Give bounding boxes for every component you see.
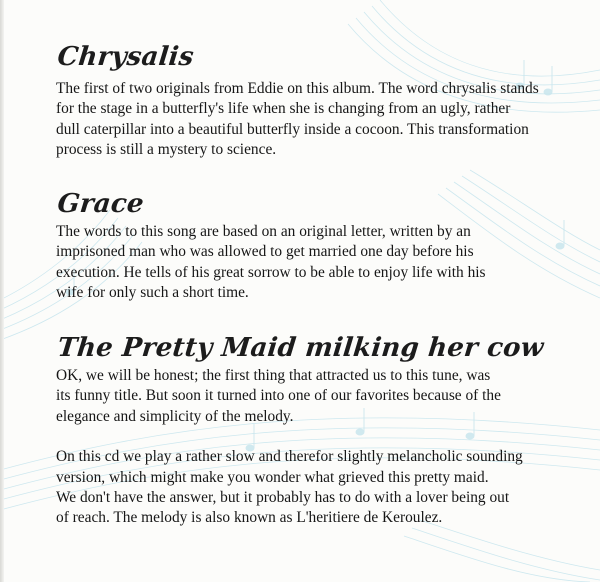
text-line: imprisoned man who was allowed to get married one day before his <box>56 243 474 261</box>
section-paragraph <box>56 222 592 304</box>
text-line: On this cd we play a rather slow and therefor slightly melancholic sounding <box>56 448 523 466</box>
section-paragraph <box>56 366 592 427</box>
text-line: The first of two originals from Eddie on this album. The word chrysalis stands <box>56 80 539 97</box>
page-edge <box>0 0 4 582</box>
section-pretty-maid <box>56 333 592 529</box>
section-heading: Chrysalis <box>56 42 196 72</box>
text-line: The words to this song are based on an original letter, written by an <box>56 223 471 240</box>
text-line: for the stage in a butterfly's life when she is changing from an ugly, rather <box>56 100 511 118</box>
section-paragraph <box>56 447 592 529</box>
text-line: OK, we will be honest; the first thing that attracted us to this tune, was <box>56 367 491 384</box>
text-line: its funny title. But soon it turned into one of our favorites because of the <box>56 387 501 405</box>
text-line: We don't have the answer, but it probably has to do with a lover being out <box>56 489 510 507</box>
text-line: dull caterpillar into a beautiful butterfly inside a cocoon. This transformation <box>56 120 529 138</box>
text-line: execution. He tells of his great sorrow to be able to enjoy life with his <box>56 263 486 281</box>
text-line: process is still a mystery to science. <box>56 141 277 159</box>
section-chrysalis <box>56 42 592 161</box>
text-line: elegance and simplicity of the melody. <box>56 407 294 425</box>
section-heading: The Pretty Maid milking her cow <box>56 333 545 363</box>
text-line: of reach. The melody is also known as L'heritiere de Keroulez. <box>56 509 443 527</box>
section-grace <box>56 189 592 304</box>
text-line: version, which might make you wonder what grieved this pretty maid. <box>56 468 489 486</box>
section-heading: Grace <box>56 189 146 219</box>
section-paragraph <box>56 79 592 161</box>
text-line: wife for only such a short time. <box>56 284 249 302</box>
